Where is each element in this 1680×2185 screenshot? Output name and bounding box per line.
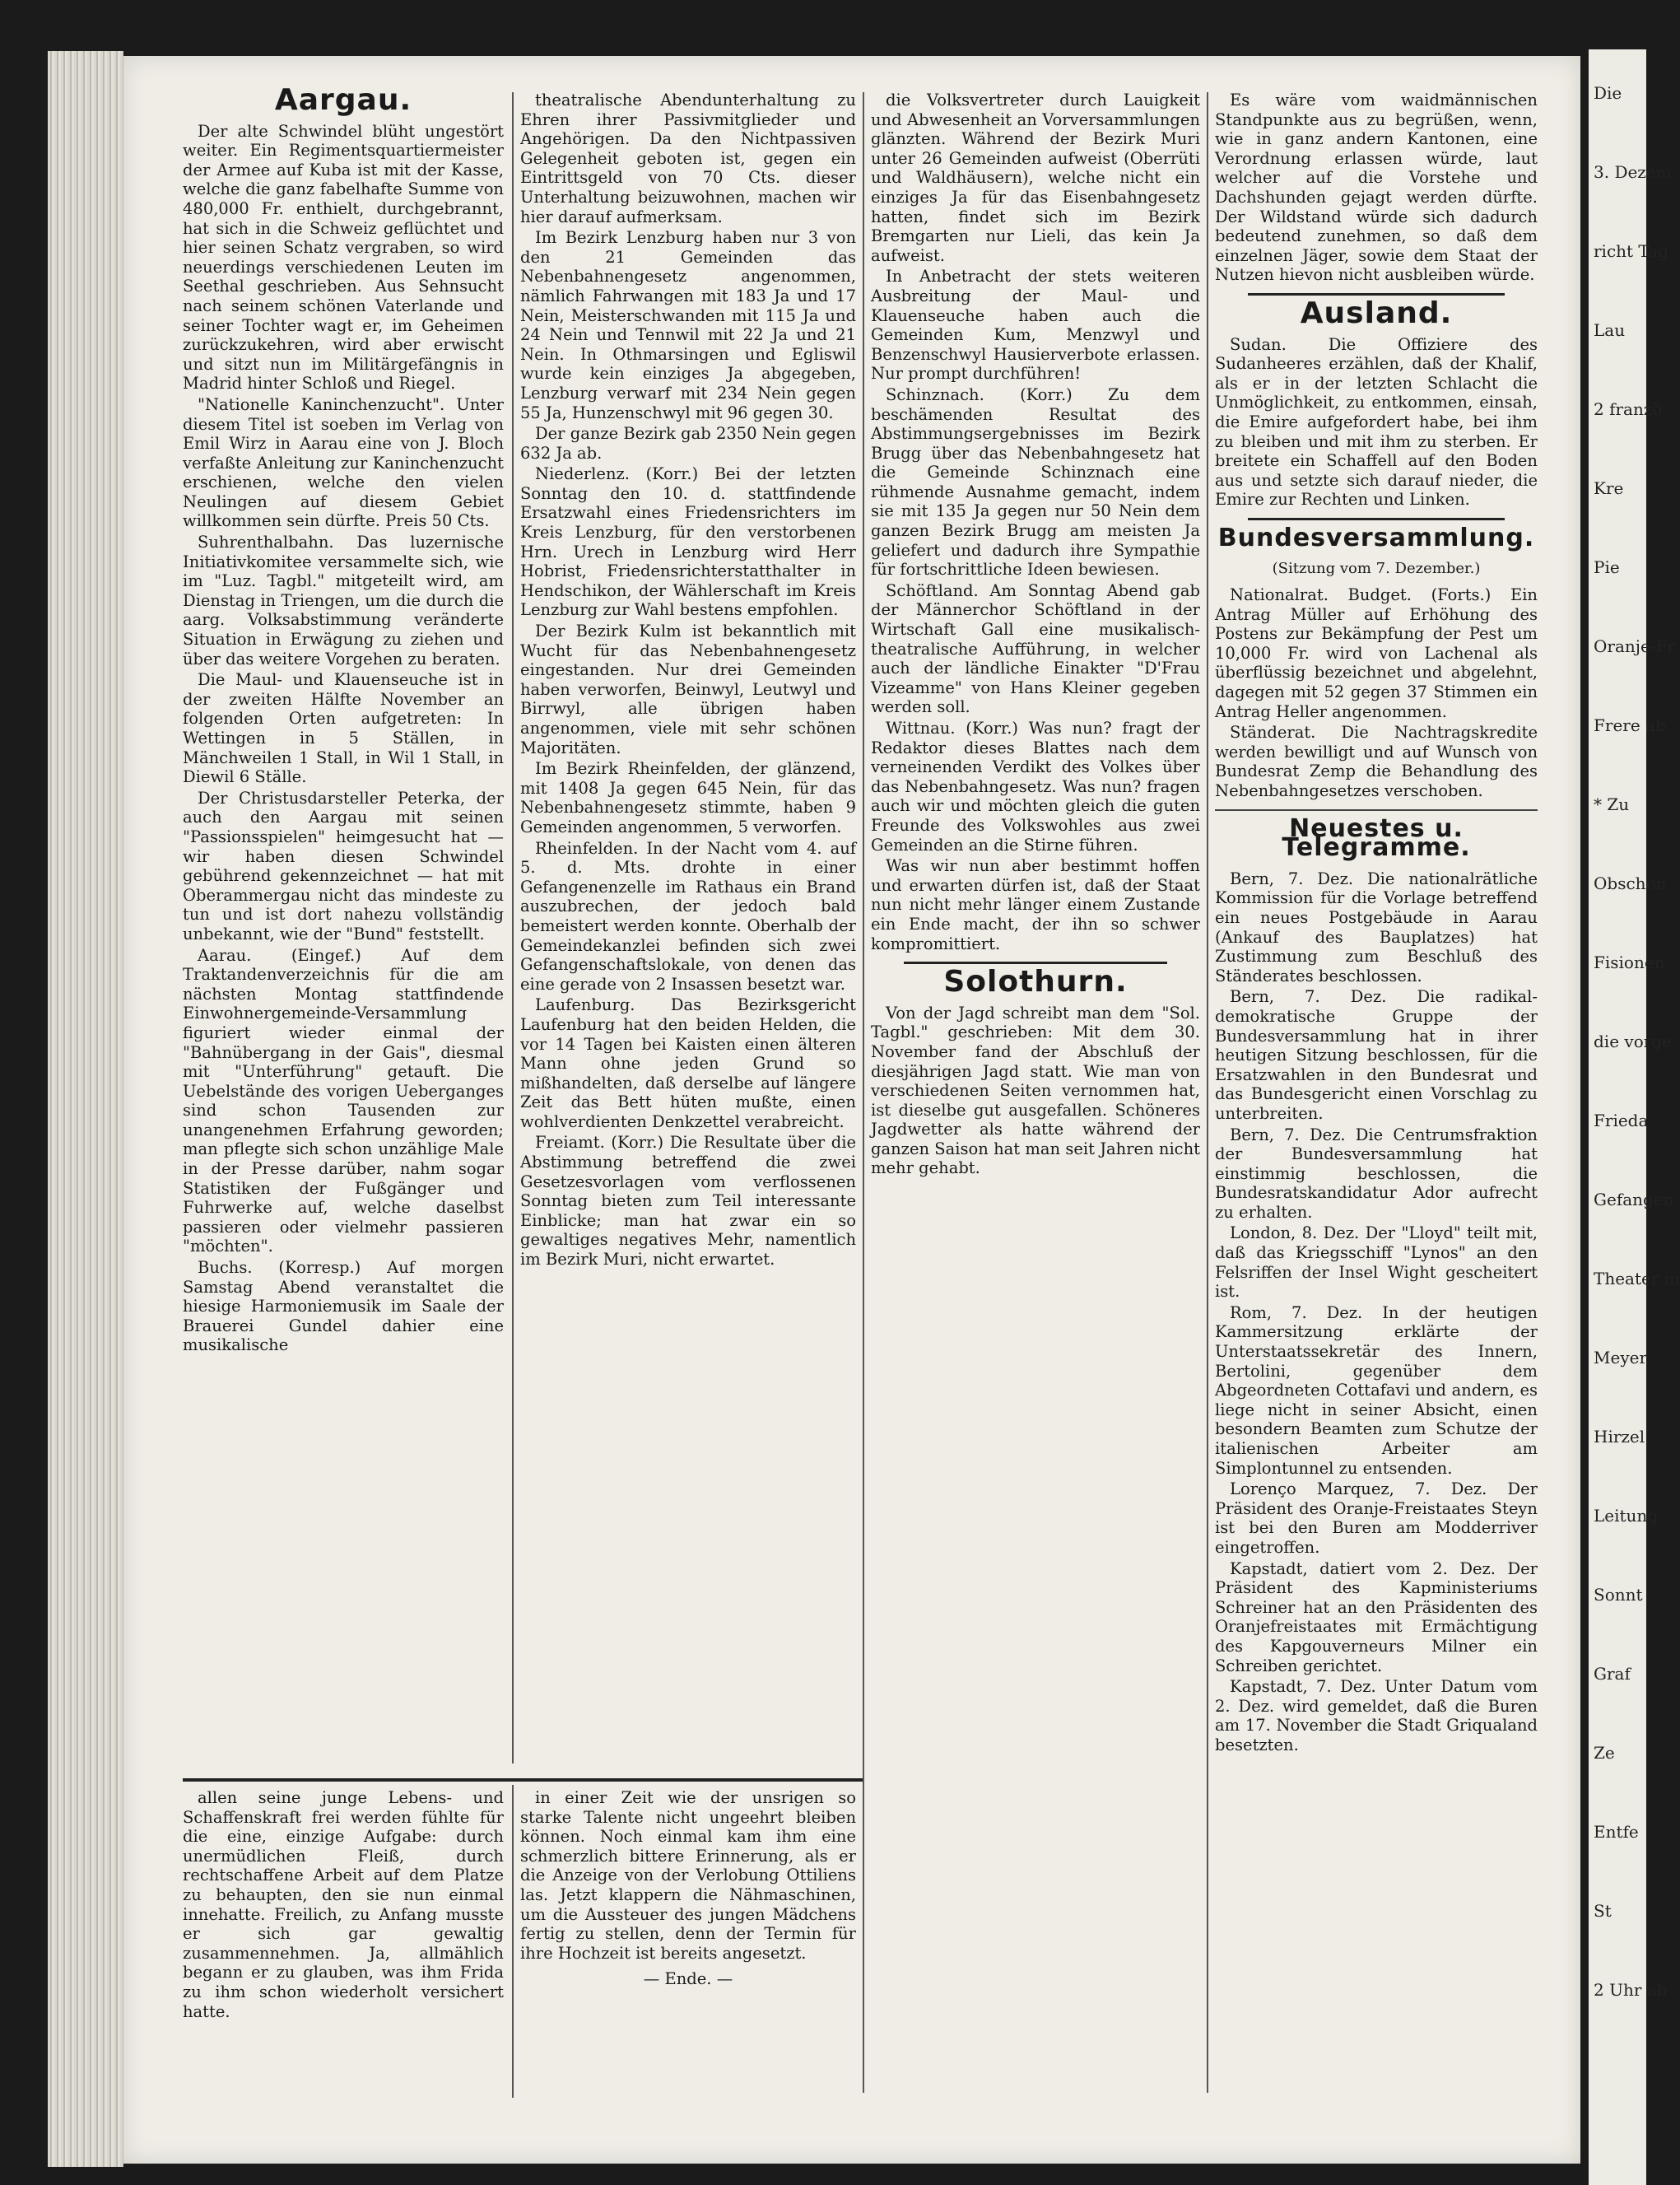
article-paragraph: Schöftland. Am Sonntag Abend gab der Männerchor Schöftland in der Wirtschaft Gall eine musikalisch-theatralische Aufführung, in welcher auch der ländliche Einakter "D'Frau Vizeamme" von Hans Kleiner gegeben werden soll. xyxy=(871,580,1200,717)
strip-text: 2 Uhr ab xyxy=(1594,1980,1668,2000)
strip-text: 2 franzö xyxy=(1594,399,1663,419)
strip-text: Frere ab xyxy=(1594,715,1666,735)
strip-text: * Zu xyxy=(1594,794,1630,814)
article-paragraph: Kapstadt, datiert vom 2. Dez. Der Präsident des Kapministeriums Schreiner hat an den Präsidenten des Oranjefreistaates mit Ermächtigung des Kapgouverneurs Milner ein Schreiben gerichtet. xyxy=(1215,1558,1538,1675)
heading-bundesversammlung: Bundesversammlung. xyxy=(1217,523,1535,552)
story-text: in einer Zeit wie der unsrigen so starke Talente nicht ungeehrt bleiben können. Noch einmal kam ihm eine schmerzlich bittere Erinnerung, als er die Anzeige von der Verlobung Ottiliens las. Jetzt klappern die Nähmaschinen, um die Aussteuer des jungen Mädchens fertig zu stellen, denn der Termin für ihre Hochzeit ist bereits angesetzt. xyxy=(520,1788,856,1963)
article-paragraph: Suhrenthalbahn. Das luzernische Initiativkomitee versammelte sich, wie im "Luz. Tagbl." mitgeteilt wird, am Dienstag in Triengen, um die durch die aarg. Volksabstimmung veränderte Situation in Erwägung zu ziehen und über das weitere Vorgehen zu beraten. xyxy=(183,533,504,669)
feuilleton-col-1 xyxy=(183,1788,504,2101)
strip-text: Meyer xyxy=(1594,1348,1648,1367)
article-paragraph: Freiamt. (Korr.) Die Resultate über die Abstimmung betreffend die zwei Gesetzesvorlagen vom verflossenen Sonntag bieten zum Teil interessante Einblicke; man hat zwar ein so gewaltiges negatives Mehr, namentlich im Bezirk Muri, nicht erwartet. xyxy=(520,1133,856,1270)
section-rule xyxy=(1248,518,1505,520)
strip-text: Graf xyxy=(1594,1664,1631,1684)
strip-text: St xyxy=(1594,1901,1612,1921)
column-2 xyxy=(520,91,856,1778)
article-paragraph: Wittnau. (Korr.) Was nun? fragt der Redaktor dieses Blattes nach dem verneinenden Verdikt des Volkes über das Nebenbahngesetz. Was nun? fragen auch wir und möchten gleich die guten Freunde des Volkswohles aus zwei Gemeinden an die Stirne führen. xyxy=(871,719,1200,855)
article-paragraph: Ständerat. Die Nachtragskredite werden bewilligt und auf Wunsch von Bundesrat Zemp die Behandlung des Nebenbahngesetzes verschoben. xyxy=(1215,723,1538,800)
strip-text: Lau xyxy=(1594,320,1626,340)
article-paragraph: Rom, 7. Dez. In der heutigen Kammersitzung erklärte der Unterstaatssekretär des Innern, Bertolini, gegenüber dem Abgeordneten Cottafavi und andern, es liege nicht in seiner Absicht, einen besondern Beamten zum Schutze der italienischen Arbeiter am Simplontunnel zu entsenden. xyxy=(1215,1302,1538,1478)
article-paragraph: Der ganze Bezirk gab 2350 Nein gegen 632 Ja ab. xyxy=(520,424,856,463)
article-paragraph: Schinznach. (Korr.) Zu dem beschämenden Resultat des Abstimmungsergebnisses im Bezirk Brugg über das Nebenbahngesetz hat die Gemeinde Schinznach eine rühmende Ausnahme gemacht, indem sie mit 135 Ja gegen nur 50 Nein dem ganzen Bezirk Brugg am meisten Ja geliefert und dadurch ihre Sympathie für fortschrittliche Ideen bewiesen. xyxy=(871,384,1200,580)
article-paragraph: Bern, 7. Dez. Die radikal-demokratische Gruppe der Bundesversammlung hat in ihrer heutigen Sitzung beschlossen, für die Ersatzwahlen in den Bundesrat und das Bundesgericht einen Vorschlag zu unterbreiten. xyxy=(1215,987,1538,1123)
article-paragraph: London, 8. Dez. Der "Lloyd" teilt mit, daß das Kriegsschiff "Lynos" an den Felsriffen der Insel Wight gescheitert ist. xyxy=(1215,1223,1538,1302)
column-separator xyxy=(512,92,514,1763)
strip-text: Die xyxy=(1594,83,1622,103)
book-spine xyxy=(48,51,123,2167)
strip-text: die vorge xyxy=(1594,1032,1672,1051)
article-paragraph: Kapstadt, 7. Dez. Unter Datum vom 2. Dez. wird gemeldet, daß die Buren am 17. November die Stadt Griqualand besetzten. xyxy=(1215,1677,1538,1754)
article-paragraph: Von der Jagd schreibt man dem "Sol. Tagbl." geschrieben: Mit dem 30. November fand der Abschluß der diesjährigen Jagd statt. Wie man von verschiedenen Seiten vernommen hat, ist dieselbe gut ausgefallen. Schöneres Jagdwetter als hatte während der ganzen Saison hat man seit Jahren nicht mehr gehabt. xyxy=(871,1003,1200,1178)
strip-text: Leitung xyxy=(1594,1506,1659,1526)
column-separator xyxy=(1207,92,1208,2093)
article-paragraph: theatralische Abendunterhaltung zu Ehren ihrer Passivmitglieder und Angehörigen. Da den Nichtpassiven Gelegenheit geboten ist, gegen ein Eintrittsgeld von 70 Cts. dieser Unterhaltung beizuwohnen, machen wir hier darauf aufmerksam. xyxy=(520,91,856,226)
adjacent-page-strip xyxy=(1589,49,1680,2185)
strip-text: Theater in xyxy=(1594,1269,1680,1288)
strip-text: Ze xyxy=(1594,1743,1615,1763)
article-paragraph: Bern, 7. Dez. Die nationalrätliche Kommission für die Vorlage betreffend ein neues Postgebäude in Aarau (Ankauf des Bauplatzes) hat Zustimmung zum Beschluß des Ständerates beschlossen. xyxy=(1215,869,1538,985)
article-paragraph: Im Bezirk Lenzburg haben nur 3 von den 21 Gemeinden das Nebenbahnengesetz angenommen, nämlich Fahrwangen mit 183 Ja und 17 Nein, Meisterschwanden mit 115 Ja und 24 Nein und Tennwil mit 22 Ja und 21 Nein. In Othmarsingen und Egliswil wurde kein einziges Ja abgegeben, Lenzburg verwarf mit 234 Nein gegen 55 Ja, Hunzenschwyl mit 96 gegen 30. xyxy=(520,228,856,422)
article-paragraph: Der Bezirk Kulm ist bekanntlich mit Wucht für das Nebenbahnengesetz eingestanden. Nur drei Gemeinden haben verworfen, Beinwyl, Leutwyl und Birrwyl, alle übrigen haben angenommen, viele mit sehr schönen Majoritäten. xyxy=(520,622,856,757)
article-paragraph: In Anbetracht der stets weiteren Ausbreitung der Maul- und Klauenseuche haben auch die Gemeinden Kum, Menzwyl und Benzenschwyl Hausierverbote erlassen. Nur prompt durchführen! xyxy=(871,267,1200,384)
section-rule xyxy=(904,962,1167,964)
strip-text: Sonnt xyxy=(1594,1585,1643,1605)
article-paragraph: Niederlenz. (Korr.) Bei der letzten Sonntag den 10. d. stattfindende Ersatzwahl eines Friedensrichters im Kreis Lenzburg, für den verstorbenen Hrn. Urech in Lenzburg wird Herr Hobrist, Friedensrichterstatthalter in Hendschikon, der Wählerschaft im Kreis Lenzburg zur Wahl bestens empfohlen. xyxy=(520,464,856,620)
heading-ausland: Ausland. xyxy=(1300,296,1453,330)
strip-text: Oranje-Fr xyxy=(1594,636,1675,656)
article-paragraph: Was wir nun aber bestimmt hoffen und erwarten dürfen ist, daß der Staat nun nicht mehr länger einem Zustande ein Ende macht, der ihn so schwer kompromittiert. xyxy=(871,856,1200,953)
section-rule xyxy=(1248,293,1505,296)
article-paragraph: die Volksvertreter durch Lauigkeit und Abwesenheit an Vorversammlungen glänzten. Während der Bezirk Muri unter 26 Gemeinden aufweist (Oberrüti und Waldhäusern), welche nicht ein einziges Ja für das Eisenbahngesetz hatten, findet sich im Bezirk Bremgarten nur Lieli, das kein Ja aufweist. xyxy=(871,91,1200,265)
article-paragraph: Der Christusdarsteller Peterka, der auch den Aargau mit seinen "Passionsspielen" heimgesucht hat — wir haben diesen Schwindel gebührend gekennzeichnet — hat mit Oberammergau nicht das mindeste zu tun und ist dort nahezu vollständig unbekannt, wie der "Bund" feststellt. xyxy=(183,788,504,943)
section-rule xyxy=(1215,809,1538,811)
strip-text: richt Tag xyxy=(1594,241,1668,261)
article-paragraph: Nationalrat. Budget. (Forts.) Ein Antrag Müller auf Erhöhung des Postens zur Bekämpfung der Pest um 10,000 Fr. wird von Lachenal als überflüssig bezeichnet und abgelehnt, dagegen mit 52 gegen 37 Stimmen ein Antrag Heller angenommen. xyxy=(1215,585,1538,721)
story-end: — Ende. — xyxy=(643,1969,733,1989)
column-3 xyxy=(871,91,1200,2099)
strip-text: Hirzel xyxy=(1594,1427,1645,1447)
column-separator xyxy=(863,92,864,2093)
article-paragraph: Die Maul- und Klauenseuche ist in der zweiten Hälfte November an folgenden Orten aufgetreten: In Wettingen in 5 Ställen, in Mänchweilen 1 Stall, in Wil 1 Stall, in Diewil 6 Ställe. xyxy=(183,670,504,787)
column-separator xyxy=(512,1785,514,2098)
feuilleton-col-2 xyxy=(520,1788,856,2101)
strip-text: Fisionen xyxy=(1594,953,1665,972)
article-paragraph: Der alte Schwindel blüht ungestört weiter. Ein Regimentsquartiermeister der Armee auf Kuba ist mit der Kasse, welche die ganz fabelhafte Summe von 480,000 Fr. enthielt, durchgebrannt, hat sich in die Schweiz geflüchtet und hier seinen Schatz vergraben, so wird neuerdings verschiedenen Leuten im Seethal geschrieben. Aus Sehnsucht nach seinem schönen Vaterlande und seiner Tochter wagt er, im Geheimen zurückzukehren, wird aber erwischt und sitzt nun im Militärgefängnis in Madrid hinter Schloß und Riegel. xyxy=(183,121,504,394)
story-text: allen seine junge Lebens- und Schaffenskraft frei werden fühlte für die eine, einzige Aufgabe: durch unermüdlichen Fleiß, durch rechtschaffene Arbeit auf dem Platze zu behaupten, den sie nun einmal innehatte. Freilich, zu Anfang musste er sich gar gewaltig zusammennehmen. Ja, allmählich begann er zu glauben, was ihm Frida zu ihm schon wiederholt versichert hatte. xyxy=(183,1788,504,2021)
article-paragraph: "Nationelle Kaninchenzucht". Unter diesem Titel ist soeben im Verlag von Emil Wirz in Aarau eine von J. Bloch verfaßte Anleitung zur Kaninchenzucht erschienen, welche den vielen Neulingen auf diesem Gebiet willkommen sein dürfte. Preis 50 Cts. xyxy=(183,394,504,531)
heading-telegramme: Neuestes u. Telegramme. xyxy=(1282,813,1471,863)
strip-text: Entfe xyxy=(1594,1822,1639,1842)
heading-solothurn: Solothurn. xyxy=(943,965,1128,999)
strip-text: 3. Dezem xyxy=(1594,162,1672,182)
column-1 xyxy=(183,82,504,1770)
article-paragraph: Sudan. Die Offiziere des Sudanheeres erzählen, daß der Khalif, als er in der letzten Schlacht die Unmöglichkeit, zu entkommen, einsah, die Emire aufgefordert habe, bei ihm zu bleiben und mit ihm zu sterben. Er breitete ein Schaffell auf den Boden aus und setzte sich darauf nieder, die Emire zur Rechten und Linken. xyxy=(1215,334,1538,510)
column-4 xyxy=(1215,91,1538,2116)
article-paragraph: Buchs. (Korresp.) Auf morgen Samstag Abend veranstaltet die hiesige Harmoniemusik im Saale der Brauerei Gundel dahier eine musikalische xyxy=(183,1258,504,1355)
strip-text: Obschon xyxy=(1594,874,1667,893)
session-date: (Sitzung vom 7. Dezember.) xyxy=(1272,560,1481,578)
article-paragraph: Rheinfelden. In der Nacht vom 4. auf 5. d. Mts. drohte in einer Gefangenenzelle im Rathaus ein Brand auszubrechen, der jedoch bald bemeistert werden konnte. Oberhalb der Gemeindekanzlei befinden sich zwei Gefangenschaftslokale, von denen das eine gerade von 2 Insassen besetzt war. xyxy=(520,838,856,994)
strip-text: Pie xyxy=(1594,557,1620,577)
article-paragraph: Es wäre vom waidmännischen Standpunkte aus zu begrüßen, wenn, wie in ganz andern Kantonen, eine Verordnung erlassen würde, laut welcher auf die Vorstehe und Dachshunden gejagt werden dürfte. Der Wildstand würde sich dadurch bedeutend zunehmen, so daß dem einzelnen Jäger, sowie dem Staat der Nutzen hievon nicht ausbleiben würde. xyxy=(1215,91,1538,285)
strip-text: Kre xyxy=(1594,478,1624,498)
strip-text: Gefangen xyxy=(1594,1190,1674,1209)
article-paragraph: Im Bezirk Rheinfelden, der glänzend, mit 1408 Ja gegen 645 Nein, für das Nebenbahnengesetz stimmte, haben 9 Gemeinden angenommen, 5 verworfen. xyxy=(520,759,856,836)
heading-aargau: Aargau. xyxy=(274,83,412,117)
article-paragraph: Bern, 7. Dez. Die Centrumsfraktion der Bundesversammlung hat einstimmig beschlossen, die Bundesratskandidatur Ador aufrecht zu erhalten. xyxy=(1215,1125,1538,1222)
feuilleton-rule xyxy=(183,1778,863,1782)
article-paragraph: Laufenburg. Das Bezirksgericht Laufenburg hat den beiden Helden, die vor 14 Tagen bei Kaisten einen älteren Mann ohne jeden Grund so mißhandelten, daß derselbe auf längere Zeit das Bett hüten mußte, einen wohlverdienten Denkzettel verabreicht. xyxy=(520,995,856,1131)
article-paragraph: Lorenço Marquez, 7. Dez. Der Präsident des Oranje-Freistaates Steyn ist bei den Buren am Modderriver eingetroffen. xyxy=(1215,1479,1538,1557)
article-paragraph: Aarau. (Eingef.) Auf dem Traktandenverzeichnis für die am nächsten Montag stattfindende Einwohnergemeinde-Versammlung figuriert wieder einmal der "Bahnübergang in der Gais", diesmal mit "Unterführung" getauft. Die Uebelstände des vorigen Ueberganges sind schon Tausenden zur unangenehmen Erfahrung geworden; man pflegte sich schon unzählige Male in der Presse darüber, nahm sogar Statistiken der Fußgänger und Fuhrwerke auf, welche daselbst passieren oder vielmehr passieren "möchten". xyxy=(183,945,504,1256)
strip-text: Frieda xyxy=(1594,1111,1649,1130)
